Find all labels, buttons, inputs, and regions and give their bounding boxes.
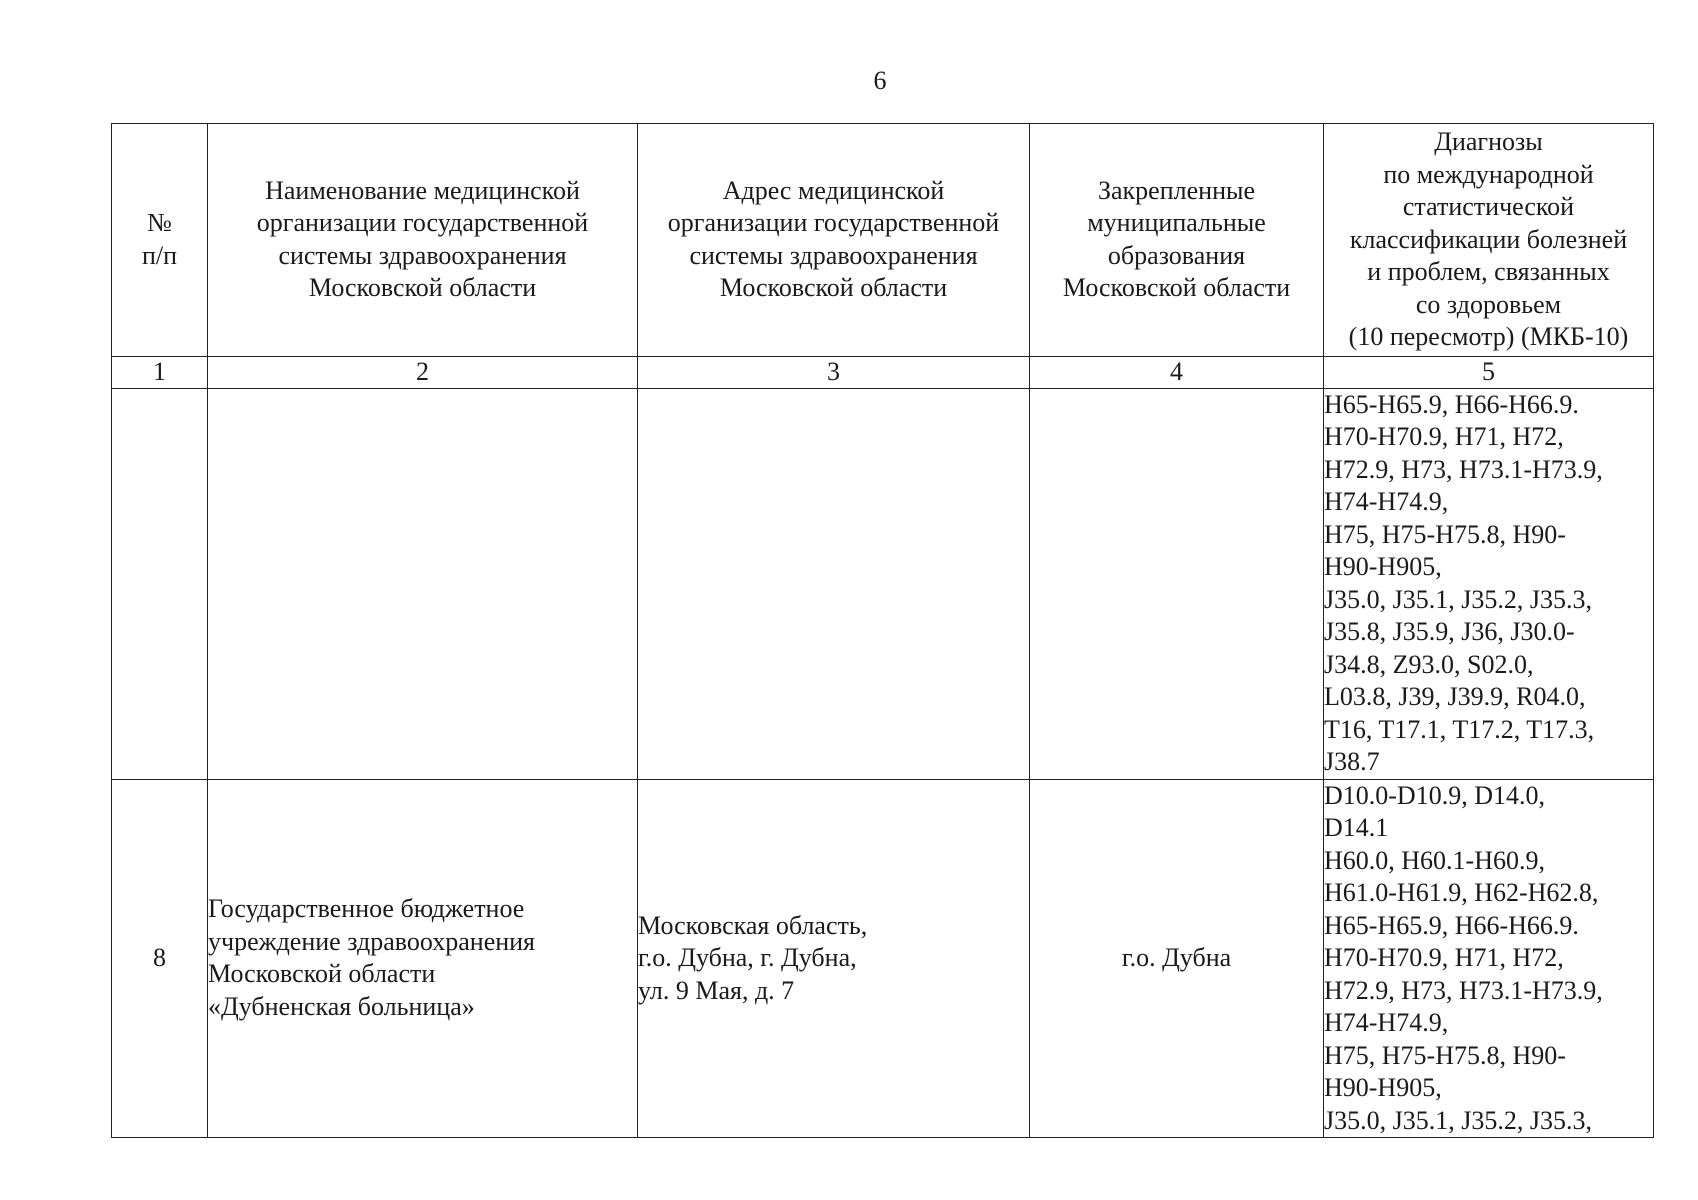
diagnoses-cell: H65-H65.9, H66-H66.9. H70-H70.9, H71, H72, H72.9, H73, H73.1-H73.9, H74-H74.9, H75, H75-H75.8, H90- H90-H905, J35.0, J35.1, J35.2, J35.3, J35.8, J35.9, J36, J30.0- J34.8, Z93.0, S02.0, L03.8, J39, J39.9, R04.0, T16, T17.1, T17.2, T17.3, J38.7 xyxy=(1324,388,1654,779)
org-name-cell xyxy=(208,388,638,779)
row-number: 8 xyxy=(112,779,208,1138)
page-number: 6 xyxy=(873,66,887,95)
table-row xyxy=(112,388,1654,779)
row-number xyxy=(112,388,208,779)
column-number: 3 xyxy=(638,356,1030,388)
header-municipality: Закрепленные муниципальные образования Московской области xyxy=(1030,124,1324,357)
address-cell: Московская область, г.о. Дубна, г. Дубна, ул. 9 Мая, д. 7 xyxy=(638,779,1030,1138)
header-number: № п/п xyxy=(112,124,208,357)
medical-organizations-table xyxy=(111,123,1654,1138)
column-number-row xyxy=(112,356,1654,388)
table-row xyxy=(112,779,1654,1138)
diagnoses-cell: D10.0-D10.9, D14.0, D14.1 H60.0, H60.1-H60.9, H61.0-H61.9, H62-H62.8, H65-H65.9, H66-H66.9. H70-H70.9, H71, H72, H72.9, H73, H73.1-H73.9, H74-H74.9, H75, H75-H75.8, H90- H90-H905, J35.0, J35.1, J35.2, J35.3, xyxy=(1324,779,1654,1138)
municipality-cell: г.о. Дубна xyxy=(1030,779,1324,1138)
header-address: Адрес медицинской организации государственной системы здравоохранения Московской области xyxy=(638,124,1030,357)
column-number: 2 xyxy=(208,356,638,388)
header-org-name: Наименование медицинской организации государственной системы здравоохранения Московской области xyxy=(208,124,638,357)
column-number: 4 xyxy=(1030,356,1324,388)
table-header-row xyxy=(112,124,1654,357)
address-cell xyxy=(638,388,1030,779)
column-number: 1 xyxy=(112,356,208,388)
column-number: 5 xyxy=(1324,356,1654,388)
municipality-cell xyxy=(1030,388,1324,779)
org-name-cell: Государственное бюджетное учреждение здравоохранения Московской области «Дубненская больница» xyxy=(208,779,638,1138)
header-diagnoses: Диагнозы по международной статистической классификации болезней и проблем, связанных со здоровьем (10 пересмотр) (МКБ-10) xyxy=(1324,124,1654,357)
